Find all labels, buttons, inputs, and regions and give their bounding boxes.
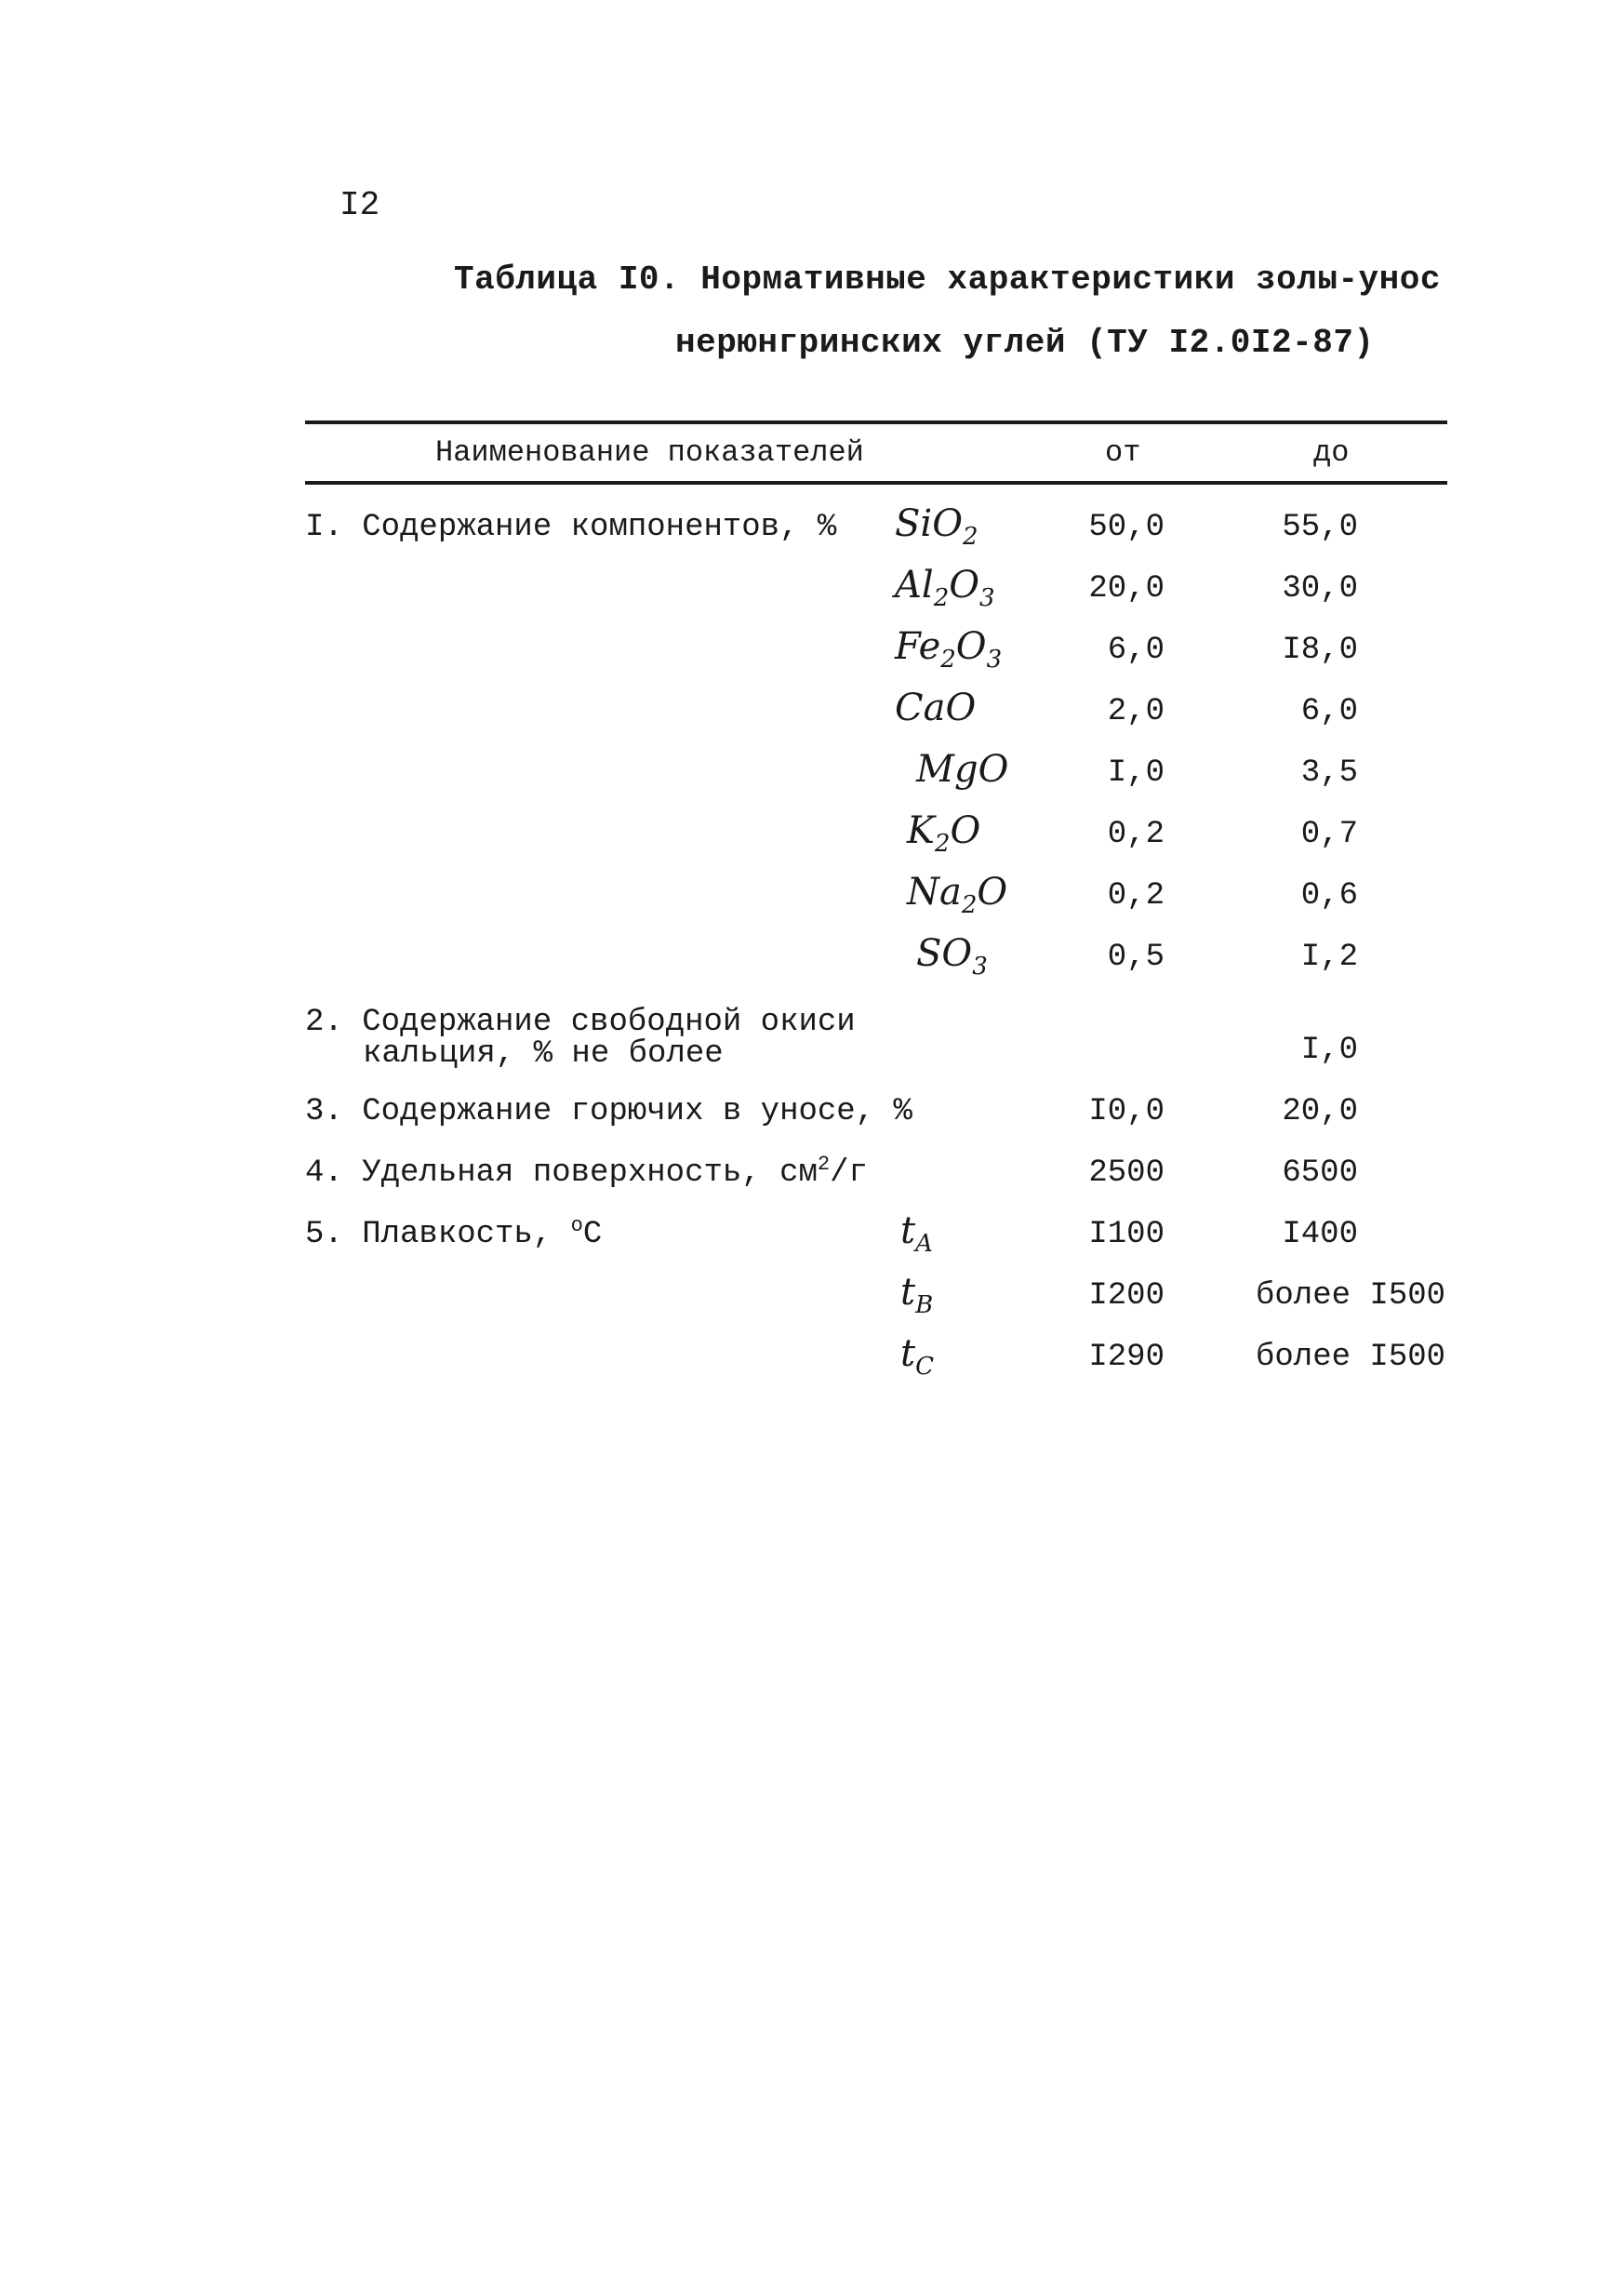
row5-label: 5. Плавкость, $^о$С xyxy=(305,1213,603,1252)
row2-label-line-1: 2. Содержание свободной окиси xyxy=(305,1005,856,1040)
row2-label xyxy=(305,1007,856,1070)
row2-to: I,0 xyxy=(1300,1033,1358,1068)
fusion-point-from: I290 xyxy=(1088,1340,1165,1375)
component-from: 0,2 xyxy=(1107,878,1165,914)
component-from: 6,0 xyxy=(1107,633,1165,668)
component-to: 3,5 xyxy=(1300,755,1358,791)
fusion-point-to: более I500 xyxy=(1256,1340,1446,1375)
row4-from: 2500 xyxy=(1088,1155,1165,1191)
header-from: от xyxy=(1105,435,1141,470)
fusion-point-from: I200 xyxy=(1088,1278,1165,1314)
page-number: I2 xyxy=(339,186,380,224)
component-to: 0,6 xyxy=(1300,878,1358,914)
component-symbol: $SO_3$ xyxy=(916,932,988,981)
row3-label: 3. Содержание горючих в уносе, % xyxy=(305,1094,912,1129)
component-from: 0,2 xyxy=(1107,817,1165,852)
component-from: 50,0 xyxy=(1088,510,1165,545)
table-title-line-1: Таблица I0. Нормативные характеристики золы-унос xyxy=(454,260,1441,299)
component-to: 0,7 xyxy=(1300,817,1358,852)
component-symbol: CaO xyxy=(895,687,977,729)
component-symbol: $Al_2O_3$ xyxy=(895,564,995,613)
row3-from: I0,0 xyxy=(1088,1094,1165,1129)
component-to: 55,0 xyxy=(1282,510,1358,545)
fusion-point-symbol: $t_C$ xyxy=(900,1332,934,1382)
component-from: 2,0 xyxy=(1107,694,1165,729)
table-header-rule xyxy=(305,481,1447,485)
component-from: I,0 xyxy=(1107,755,1165,791)
component-symbol: SiO$_2$ xyxy=(895,502,978,552)
component-from: 0,5 xyxy=(1107,940,1165,975)
component-to: 6,0 xyxy=(1300,694,1358,729)
row2-label-line-2: кальция, % не более xyxy=(363,1036,724,1072)
component-to: I,2 xyxy=(1300,940,1358,975)
fusion-point-to: I400 xyxy=(1282,1217,1358,1252)
component-to: I8,0 xyxy=(1282,633,1358,668)
component-symbol: $Na_2O$ xyxy=(907,871,1008,920)
component-to: 30,0 xyxy=(1282,571,1358,607)
header-to: до xyxy=(1313,435,1350,470)
component-symbol: $K_2O$ xyxy=(907,809,981,859)
row4-to: 6500 xyxy=(1282,1155,1358,1191)
component-symbol: MgO xyxy=(916,748,1009,791)
table-top-rule xyxy=(305,420,1447,424)
row4-label: 4. Удельная поверхность, $см^2/г$ xyxy=(305,1152,868,1191)
component-symbol: $Fe_2O_3$ xyxy=(895,625,1003,674)
fusion-point-to: более I500 xyxy=(1256,1278,1446,1314)
header-name: Наименование показателей xyxy=(435,435,864,470)
row1-label: I. Содержание компонентов, % xyxy=(305,510,837,545)
row3-to: 20,0 xyxy=(1282,1094,1358,1129)
fusion-point-from: I100 xyxy=(1088,1217,1165,1252)
component-from: 20,0 xyxy=(1088,571,1165,607)
fusion-point-symbol: $t_B$ xyxy=(900,1271,934,1320)
table-title-line-2: нерюнгринских углей (ТУ I2.0I2-87) xyxy=(675,324,1375,362)
fusion-point-symbol: $t_A$ xyxy=(900,1209,933,1259)
